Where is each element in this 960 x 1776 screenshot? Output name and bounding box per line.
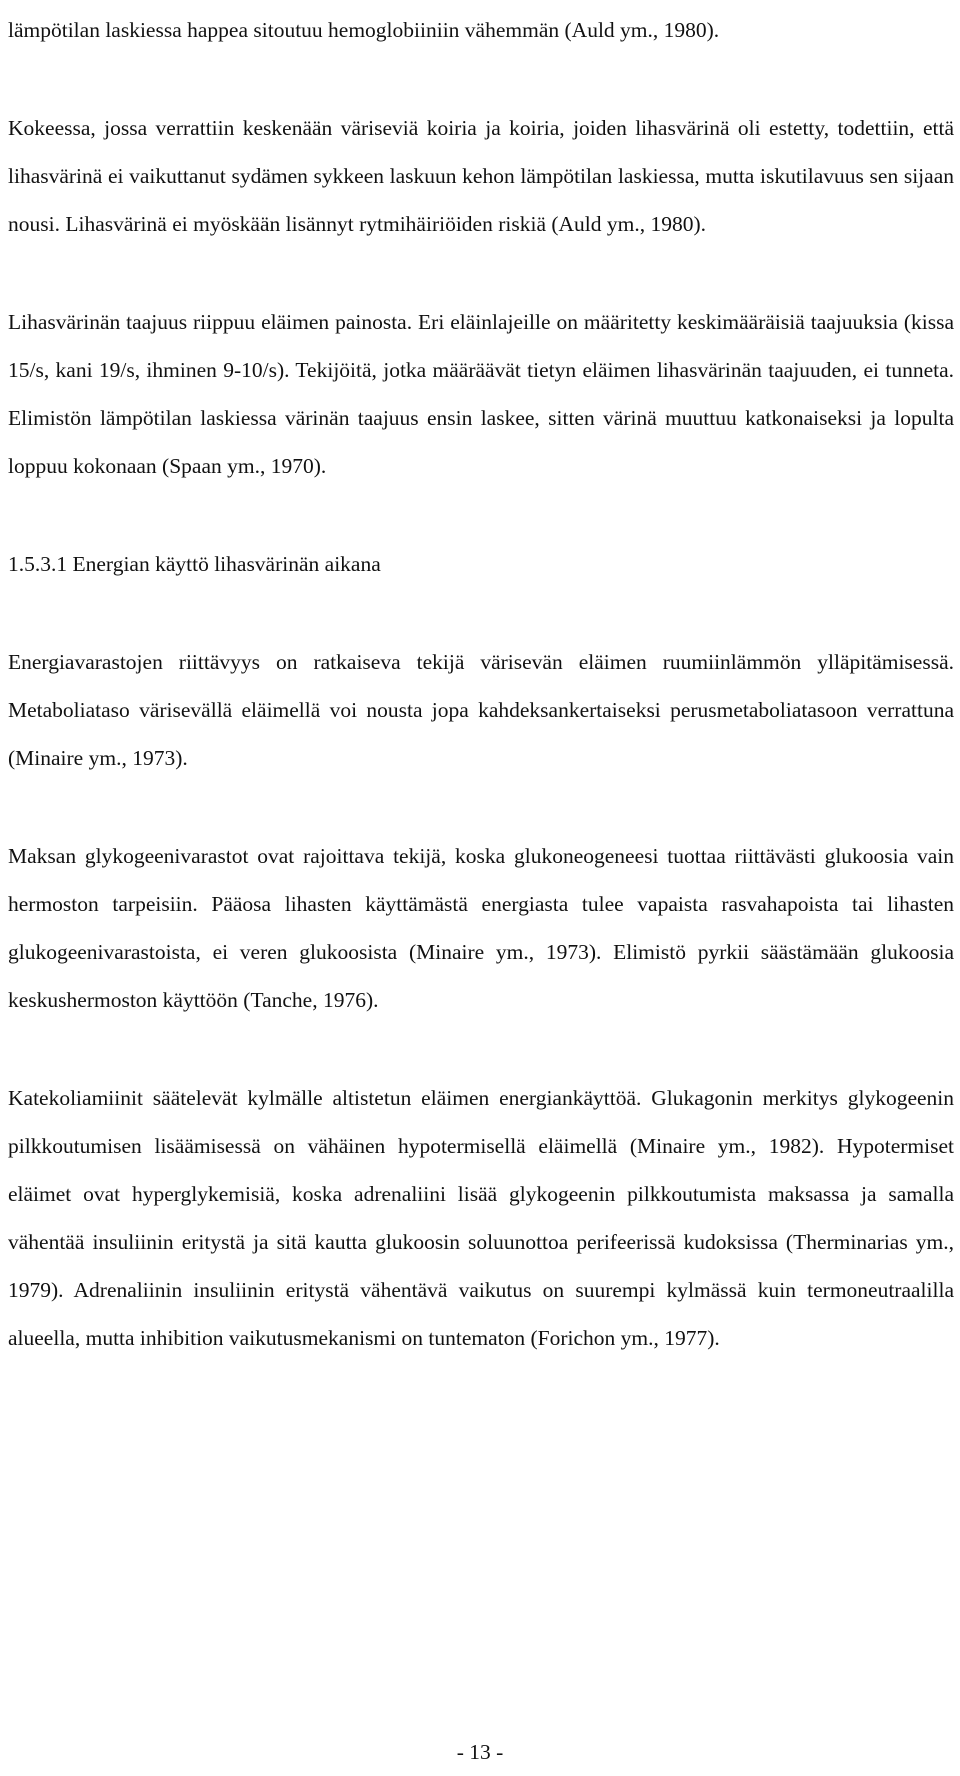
page-number: - 13 - [456,1740,504,1764]
paragraph-dog-experiment: Kokeessa, jossa verrattiin keskenään väriseviä koiria ja koiria, joiden lihasvärinä oli estetty, todettiin, että lihasvärinä ei vaikuttanut sydämen sykkeen laskuun kehon lämpötilan laskiessa, mutta iskutilavuus sen sijaan nousi. Lihasvärinä ei myöskään lisännyt rytmihäiriöiden riskiä (Auld ym., 1980). [8,116,954,236]
document-body [8,6,954,1362]
paragraph-liver-glycogen: Maksan glykogeenivarastot ovat rajoittava tekijä, koska glukoneogeneesi tuottaa riittävästi glukoosia vain hermoston tarpeisiin. Pääosa lihasten käyttämästä energiasta tulee vapaista rasvahapoista tai lihasten glukogeenivarastoista, ei veren glukoosista (Minaire ym., 1973). Elimistö pyrkii säästämään glukoosia keskushermoston käyttöön (Tanche, 1976). [8,844,954,1012]
paragraph-shivering-frequency: Lihasvärinän taajuus riippuu eläimen painosta. Eri eläinlajeille on määritetty keskimääräisiä taajuuksia (kissa 15/s, kani 19/s, ihminen 9-10/s). Tekijöitä, jotka määräävät tietyn eläimen lihasvärinän taajuuden, ei tunneta. Elimistön lämpötilan laskiessa värinän taajuus ensin laskee, sitten värinä muuttuu katkonaiseksi ja lopulta loppuu kokonaan (Spaan ym., 1970). [8,310,954,478]
paragraph-catecholamines: Katekoliamiinit säätelevät kylmälle altistetun eläimen energiankäyttöä. Glukagonin merkitys glykogeenin pilkkoutumisen lisäämisessä on vähäinen hypotermisellä eläimellä (Minaire ym., 1982). Hypotermiset eläimet ovat hyperglykemisiä, koska adrenaliini lisää glykogeenin pilkkoutumista maksassa ja samalla vähentää insuliinin eritystä ja sitä kautta glukoosin soluunottoa perifeerissä kudoksissa (Therminarias ym., 1979). Adrenaliinin insuliinin eritystä vähentävä vaikutus on suurempi kylmässä kuin termoneutraalilla alueella, mutta inhibition vaikutusmekanismi on tuntematon (Forichon ym., 1977). [8,1086,954,1350]
paragraph-energy-reserves: Energiavarastojen riittävyys on ratkaiseva tekijä värisevän eläimen ruumiinlämmön ylläpitämisessä. Metaboliataso värisevällä eläimellä voi nousta jopa kahdeksankertaiseksi perusmetaboliatasoon verrattuna (Minaire ym., 1973). [8,650,954,770]
paragraph-continued: lämpötilan laskiessa happea sitoutuu hemoglobiiniin vähemmän (Auld ym., 1980). [8,18,720,42]
section-heading: 1.5.3.1 Energian käyttö lihasvärinän aikana [8,552,381,576]
